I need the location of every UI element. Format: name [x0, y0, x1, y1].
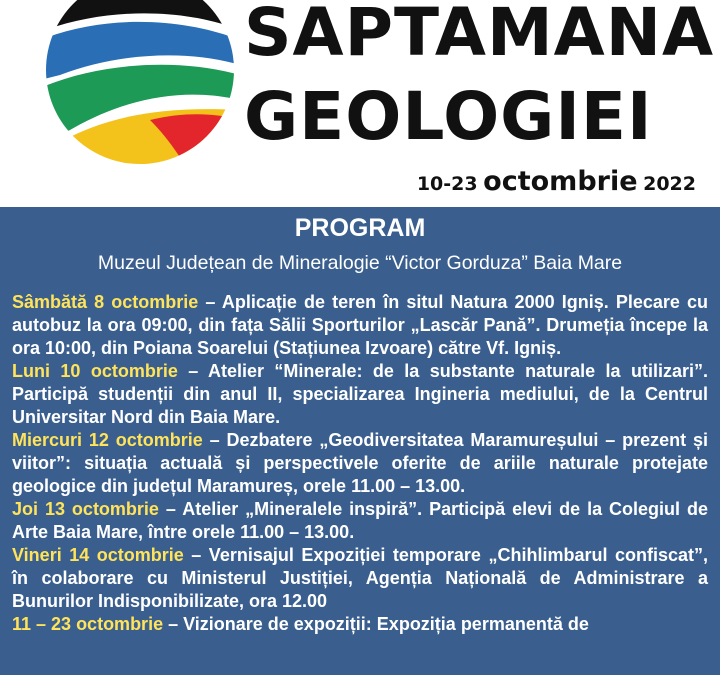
event-date: Sâmbătă 8 octombrie	[12, 292, 199, 312]
program-title: PROGRAM	[294, 214, 426, 242]
event-description: – Atelier “Minerale: de la substante naturale la utilizari”. Participă studenții din anul II, specializarea Ingineria mediului, de la Centrul Universitar Nord din Baia Mare.	[12, 361, 708, 427]
event-description: – Vizionare de expoziții: Expoziția permanentă de	[163, 614, 589, 634]
date-range: 10-23	[416, 173, 478, 195]
date-year: 2022	[643, 173, 696, 195]
event-date: Joi 13 octombrie	[12, 499, 159, 519]
event-item	[12, 291, 708, 360]
date-month: octombrie	[483, 166, 638, 197]
poster-title-line-1: SAPTAMANA	[244, 0, 715, 71]
geology-week-logo	[40, 0, 240, 175]
event-item	[12, 360, 708, 429]
event-description: – Vernisajul Expoziției temporare „Chihlimbarul confiscat”, în colaborare cu Ministerul Justiției, Agenția Națională de Administrare a Bunurilor Indisponibilizate, ora 12.00	[12, 545, 708, 611]
event-item	[12, 429, 708, 498]
event-description: – Aplicație de teren în situl Natura 2000 Igniș. Plecare cu autobuz la ora 09:00, din fața Sălii Sporturilor „Lascăr Pană”. Drumeția începe la ora 10:00, din Poiana Soarelui (Stațiunea Izvoare) către Vf. Igniș.	[12, 292, 708, 358]
event-item	[12, 613, 708, 636]
event-item	[12, 498, 708, 544]
poster-header	[0, 0, 720, 207]
event-description: – Dezbatere „Geodiversitatea Maramureșului – prezent și viitor”: situația actuală și perspectivele oferite de ariile naturale protejate geologice din județul Maramureș, orele 11.00 – 13.00.	[12, 430, 708, 496]
event-date: Luni 10 octombrie	[12, 361, 178, 381]
event-list	[12, 291, 708, 636]
event-date: Miercuri 12 octombrie	[12, 430, 203, 450]
event-description: – Atelier „Mineralele inspiră”. Participă elevi de la Colegiul de Arte Baia Mare, între orele 11.00 – 13.00.	[12, 499, 708, 542]
event-date: Vineri 14 octombrie	[12, 545, 184, 565]
poster-title-line-2: GEOLOGIEI	[244, 78, 653, 155]
venue-subtitle: Muzeul Județean de Mineralogie “Victor Gorduza” Baia Mare	[97, 252, 623, 274]
program-panel	[0, 207, 720, 675]
event-dates	[417, 166, 696, 197]
event-item	[12, 544, 708, 613]
event-date: 11 – 23 octombrie	[12, 614, 164, 634]
